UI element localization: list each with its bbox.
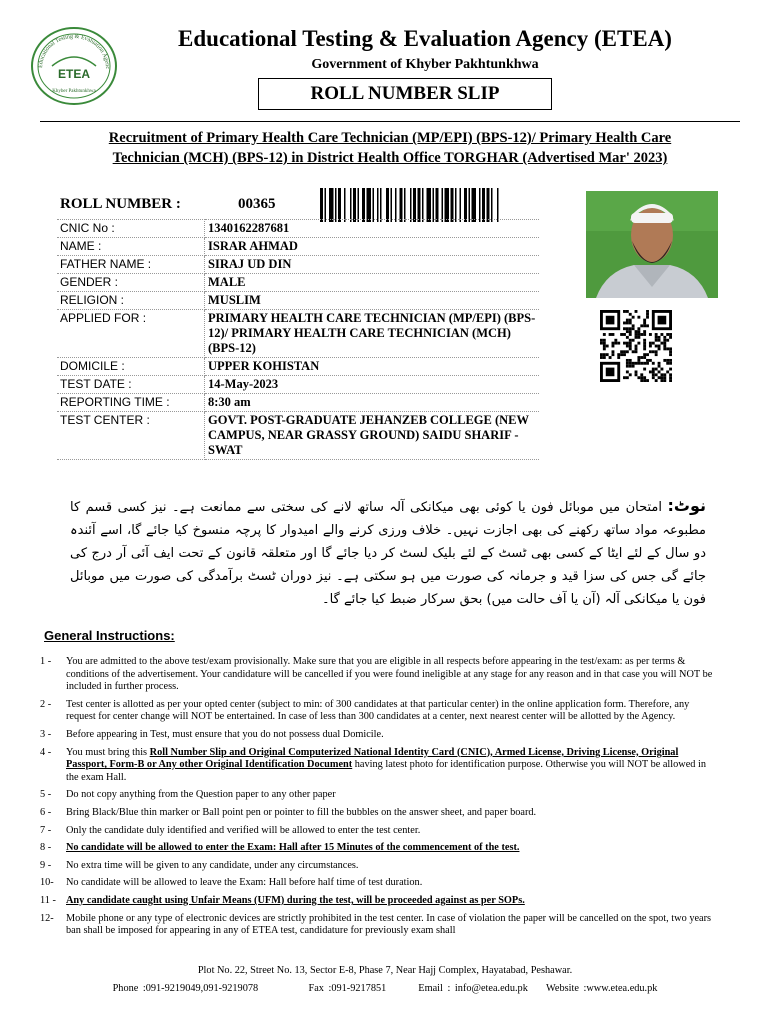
info-row [57, 292, 539, 310]
logo-bottom-text: Khyber Pakhtunkhwa [52, 89, 96, 94]
candidate-info-table [57, 219, 539, 460]
info-value: 1340162287681 [205, 220, 540, 238]
instruction-item [36, 877, 720, 890]
info-value: 14-May-2023 [205, 376, 540, 394]
instruction-item [36, 913, 720, 938]
instruction-text: having latest photo for identification purpose. Otherwise you will NOT be allowed in the exam Hall. [66, 759, 707, 783]
instruction-text: You must bring this [66, 746, 150, 758]
instruction-item [36, 789, 720, 802]
barcode [320, 188, 548, 222]
recruitment-line-2: Technician (MCH) (BPS-12) in District Health Office TORGHAR (Advertised Mar' 2023) [112, 150, 668, 166]
urdu-note-text: امتحان میں موبائل فون یا کوئی بھی میکانکی آلہ ساتھ لانے کی سختی سے ممانعت ہے۔ نیز کسی قسم کا مطبوعہ مواد ساتھ رکھنے کی بھی اجازت نہیں۔ خلاف ورزی کرنے والے امیدوار کا پرچہ منسوخ کیا جائے گا، اسے آئندہ دو سال کے لئے ایٹا کے کسی بھی ٹسٹ کے لئے بلیک لسٹ کر دیا جائے گا اور متعلقہ قانون کے تحت ایف آئی آر درج کی جائے گی جس کی سزا قید و جرمانہ کی صورت میں ہو سکتی ہے۔ نیز دوران ٹسٹ برآمدگی کی صورت میں موبائل فون یا میکانکی آلہ (آن یا آف حالت میں) بحق سرکار ضبط کیا جائے گا۔ [70, 500, 706, 607]
footer-fax: Fax :091-9217851 [308, 983, 387, 994]
instruction-text: No extra time will be given to any candidate, under any circumstances. [66, 859, 359, 871]
instruction-number: 6 - [40, 806, 52, 818]
instruction-item [36, 699, 720, 724]
info-row [57, 358, 539, 376]
info-label: FATHER NAME : [57, 256, 205, 274]
footer-website[interactable]: Website :www.etea.edu.pk [545, 983, 658, 994]
info-value: MUSLIM [205, 292, 540, 310]
candidate-photo [586, 191, 718, 298]
instruction-text: No candidate will be allowed to leave the Exam: Hall before half time of test duration. [66, 877, 423, 889]
instruction-item [36, 729, 720, 742]
instruction-emphasis: Roll Number Slip and Original Computerized National Identity Card (CNIC), Armed License, Driving License, Original Passport, Form-B or Any other Original Identification Document [66, 746, 679, 771]
footer-phone: Phone :091-9219049,091-9219078 [112, 983, 259, 994]
info-value: SIRAJ UD DIN [205, 256, 540, 274]
instruction-number: 11 - [40, 894, 56, 906]
instruction-item [36, 747, 720, 785]
instruction-number: 7 - [40, 824, 52, 836]
instruction-item [36, 860, 720, 873]
slip-title: ROLL NUMBER SLIP [258, 78, 552, 110]
instruction-text: You are admitted to the above test/exam provisionally. Make sure that you are eligible in all respects before appearing in the test/exam: as per terms & conditions of the advertisement. Your candidature will be cancelled if you were found ineligible at any stage for any reason and in that case you will NOT be included in further process. [66, 656, 713, 693]
instructions-list [36, 656, 720, 943]
instruction-item [36, 895, 720, 908]
info-row [57, 310, 539, 358]
info-label: CNIC No : [57, 220, 205, 238]
roll-number-label: ROLL NUMBER : [60, 196, 181, 212]
info-value: PRIMARY HEALTH CARE TECHNICIAN (MP/EPI) (BPS-12)/ PRIMARY HEALTH CARE TECHNICIAN (MCH) (BPS-12) [205, 310, 540, 358]
recruitment-line-1: Recruitment of Primary Health Care Technician (MP/EPI) (BPS-12)/ Primary Health Care [108, 130, 672, 146]
instruction-number: 8 - [40, 842, 52, 854]
instruction-number: 3 - [40, 728, 52, 740]
instruction-text: Mobile phone or any type of electronic devices are strictly prohibited in the test center. In case of violation the paper will be cancelled on the spot, two years ban shall be imposed for appearing in any of ETEA test, candidature for previously exam shall [66, 912, 712, 937]
instruction-number: 5 - [40, 789, 52, 801]
info-label: TEST CENTER : [57, 412, 205, 460]
logo-label: ETEA [57, 67, 91, 81]
info-row [57, 376, 539, 394]
footer-email[interactable]: Email : info@etea.edu.pk [418, 983, 528, 994]
instruction-number: 9 - [40, 859, 52, 871]
instruction-text: Do not copy anything from the Question paper to any other paper [66, 789, 336, 801]
urdu-note-label: نوٹ: [667, 496, 706, 515]
footer-address: Plot No. 22, Street No. 13, Sector E-8, Phase 7, Near Hajj Complex, Hayatabad, Peshawar. [40, 965, 730, 976]
instruction-text: Any candidate caught using Unfair Means (UFM) during the test, will be proceeded against as per SOPs. [66, 894, 525, 906]
footer-contact [40, 983, 730, 994]
info-row [57, 394, 539, 412]
instruction-number: 4 - [40, 746, 52, 758]
info-row [57, 220, 539, 238]
logo-ring-text: Educational Testing & Evaluation Agenc [37, 33, 111, 70]
info-value: 8:30 am [205, 394, 540, 412]
info-label: TEST DATE : [57, 376, 205, 394]
info-row [57, 238, 539, 256]
instruction-number: 2 - [40, 698, 52, 710]
info-row [57, 256, 539, 274]
svg-text:Educational Testing & Evaluati [30, 26, 110, 69]
info-label: REPORTING TIME : [57, 394, 205, 412]
info-value: GOVT. POST-GRADUATE JEHANZEB COLLEGE (NEW CAMPUS, NEAR GRASSY GROUND) SAIDU SHARIF - SWAT [205, 412, 540, 460]
info-label: GENDER : [57, 274, 205, 292]
info-value: UPPER KOHISTAN [205, 358, 540, 376]
agency-title: Educational Testing & Evaluation Agency (ETEA) [178, 26, 672, 51]
info-label: NAME : [57, 238, 205, 256]
etea-logo [30, 26, 118, 106]
info-label: APPLIED FOR : [57, 310, 205, 358]
instruction-text: Only the candidate duly identified and verified will be allowed to enter the test center. [66, 824, 421, 836]
instruction-item [36, 842, 720, 855]
qr-code [600, 310, 672, 382]
government-subtitle: Government of Khyber Pakhtunkhwa [311, 57, 539, 72]
urdu-note [70, 494, 706, 611]
instruction-number: 1 - [40, 656, 52, 667]
recruitment-heading [50, 128, 730, 168]
roll-number-value: 00365 [238, 196, 276, 212]
info-label: RELIGION : [57, 292, 205, 310]
info-row [57, 412, 539, 460]
instruction-number: 12- [40, 912, 54, 924]
divider [40, 121, 740, 122]
info-value: MALE [205, 274, 540, 292]
instruction-text: Before appearing in Test, must ensure that you do not possess dual Domicile. [66, 728, 384, 740]
instruction-text: Bring Black/Blue thin marker or Ball point pen or pointer to fill the bubbles on the answer sheet, and paper board. [66, 806, 537, 818]
info-row [57, 274, 539, 292]
instruction-text: Test center is allotted as per your opted center (subject to min: of 300 candidates at that particular center) in the online application form. Therefore, any request for center change will NOT be entertained. In case of less than 300 candidates at a center, next nearest center will be allotted by the Agency. [66, 698, 690, 723]
instruction-item [36, 656, 720, 694]
general-instructions-title: General Instructions: [44, 628, 175, 643]
instruction-text: No candidate will be allowed to enter the Exam: Hall after 15 Minutes of the commencement of the test. [66, 842, 520, 854]
instruction-number: 10- [40, 877, 54, 889]
instruction-item [36, 825, 720, 838]
instruction-item [36, 807, 720, 820]
info-label: DOMICILE : [57, 358, 205, 376]
info-value: ISRAR AHMAD [205, 238, 540, 256]
